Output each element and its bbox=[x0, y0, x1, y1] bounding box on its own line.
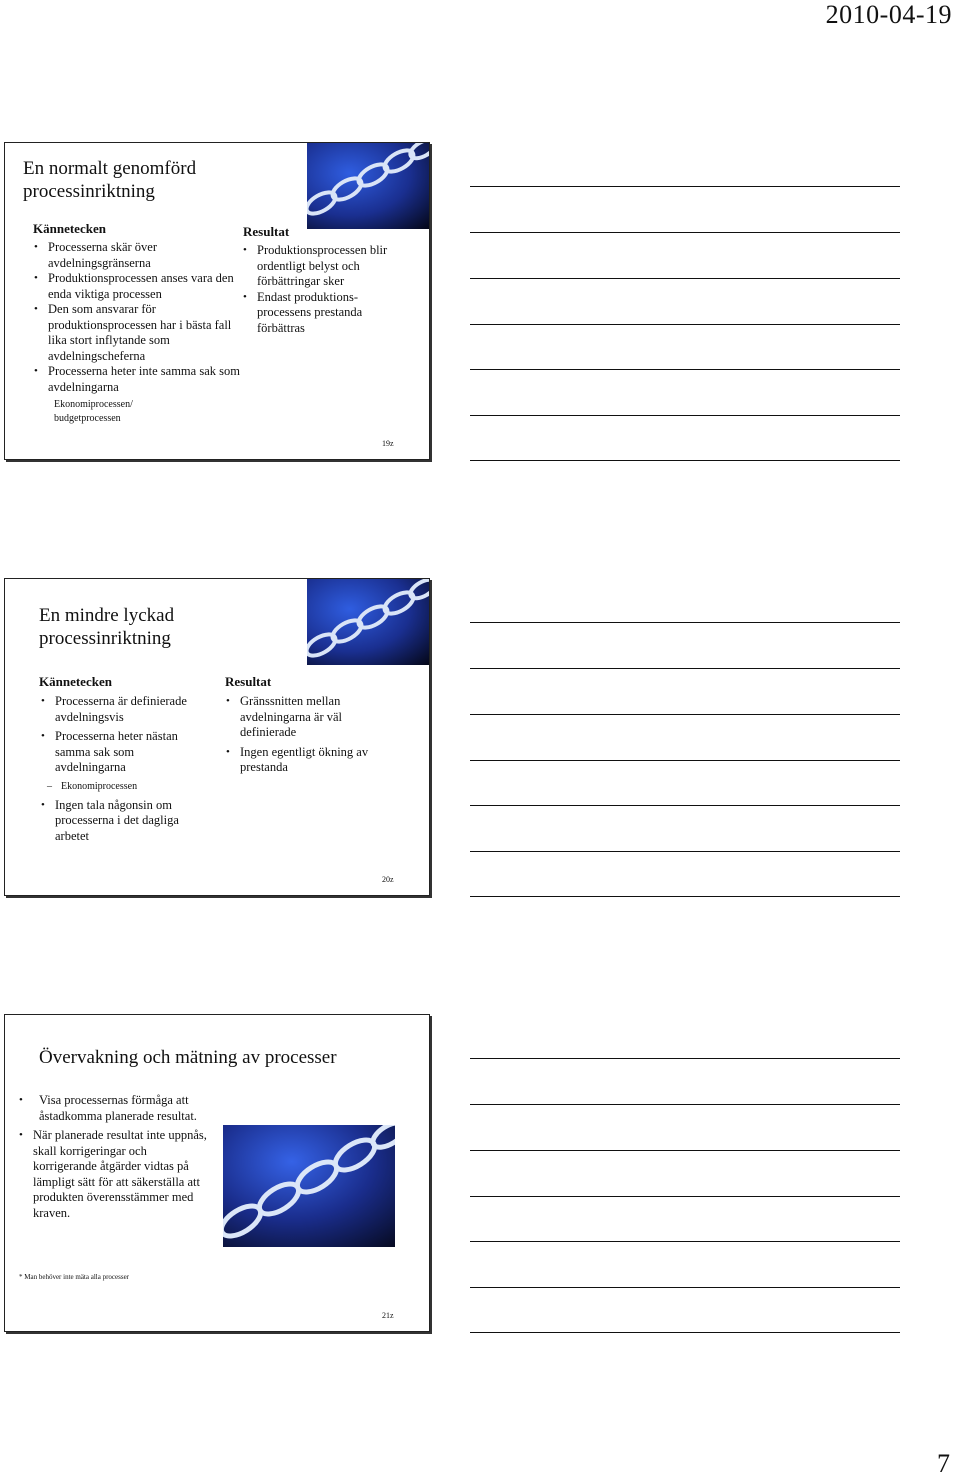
slide-21 bbox=[4, 1014, 430, 1332]
list-item: • Processerna heter inte samma sak som avdelningarna bbox=[34, 364, 244, 395]
right-list bbox=[243, 243, 393, 336]
note-line bbox=[470, 1150, 900, 1151]
list-item: • Gränssnitten mellan avdelningarna är väl definierade bbox=[226, 694, 386, 741]
slide-19 bbox=[4, 142, 430, 460]
note-line bbox=[470, 1104, 900, 1105]
note-line bbox=[470, 460, 900, 461]
note-line bbox=[470, 1241, 900, 1242]
list-item: • Produktionsprocessen blir ordentligt belyst och förbättringar sker bbox=[243, 243, 393, 290]
chain-image bbox=[223, 1125, 395, 1247]
list-subitem: – Ekonomiprocessen bbox=[41, 780, 201, 794]
slide-title: Övervakning och mätning av processer bbox=[39, 1047, 337, 1068]
note-line bbox=[470, 415, 900, 416]
list-item: • Visa processernas förmåga att åstadkomma planerade resultat. bbox=[19, 1093, 209, 1124]
note-line bbox=[470, 324, 900, 325]
slide-title: En normalt genomförd processinriktning bbox=[23, 158, 197, 202]
list-item: • Den som ansvarar för produktionsprocessen har i bästa fall lika stort inflytande som avdelningscheferna bbox=[34, 302, 244, 364]
slide-number: 20z bbox=[382, 875, 394, 884]
list-item: • Produktionsprocessen anses vara den enda viktiga processen bbox=[34, 271, 244, 302]
list-item: • Processerna skär över avdelningsgränserna bbox=[34, 240, 244, 271]
list-item: • När planerade resultat inte uppnås, skall korrigeringar och korrigerande åtgärder vidtas på lämpligt sätt för att säkerställa att produkten överensstämmer med kraven. bbox=[19, 1128, 209, 1221]
note-line bbox=[470, 186, 900, 187]
slide-20 bbox=[4, 578, 430, 896]
note-line bbox=[470, 805, 900, 806]
note-line bbox=[470, 1332, 900, 1333]
note-line bbox=[470, 622, 900, 623]
list-item: • Ingen tala någonsin om processerna i det dagliga arbetet bbox=[41, 798, 201, 845]
page-date: 2010-04-19 bbox=[825, 0, 952, 29]
list-item: • Endast produktions-processens prestanda förbättras bbox=[243, 290, 393, 337]
left-heading: Kännetecken bbox=[39, 674, 112, 689]
footnote: * Man behöver inte mäta alla processer bbox=[19, 1273, 130, 1281]
left-heading: Kännetecken bbox=[33, 221, 106, 236]
list-item: • Processerna heter nästan samma sak som avdelningarna bbox=[41, 729, 201, 776]
note-line bbox=[470, 369, 900, 370]
list-subitem: Ekonomiprocessen/ budgetprocessen bbox=[54, 399, 133, 424]
note-line bbox=[470, 232, 900, 233]
note-line bbox=[470, 1058, 900, 1059]
note-line bbox=[470, 1287, 900, 1288]
notes-lines bbox=[470, 0, 902, 1479]
note-line bbox=[470, 896, 900, 897]
note-line bbox=[470, 668, 900, 669]
slide-number: 21z bbox=[382, 1311, 394, 1320]
note-line bbox=[470, 851, 900, 852]
right-list bbox=[226, 694, 386, 776]
note-line bbox=[470, 278, 900, 279]
chain-image bbox=[307, 579, 429, 665]
left-list bbox=[34, 240, 244, 426]
left-list bbox=[41, 694, 201, 844]
note-line bbox=[470, 714, 900, 715]
list-item: • Ingen egentligt ökning av prestanda bbox=[226, 745, 386, 776]
chain-image bbox=[307, 143, 429, 229]
slide-number: 19z bbox=[382, 439, 394, 448]
slide-list bbox=[19, 1093, 209, 1221]
note-line bbox=[470, 1196, 900, 1197]
right-heading: Resultat bbox=[243, 224, 290, 239]
list-item: • Processerna är definierade avdelningsvis bbox=[41, 694, 201, 725]
page-number: 7 bbox=[937, 1449, 950, 1478]
note-line bbox=[470, 760, 900, 761]
right-heading: Resultat bbox=[225, 674, 272, 689]
slide-title: En mindre lyckad processinriktning bbox=[39, 605, 175, 649]
